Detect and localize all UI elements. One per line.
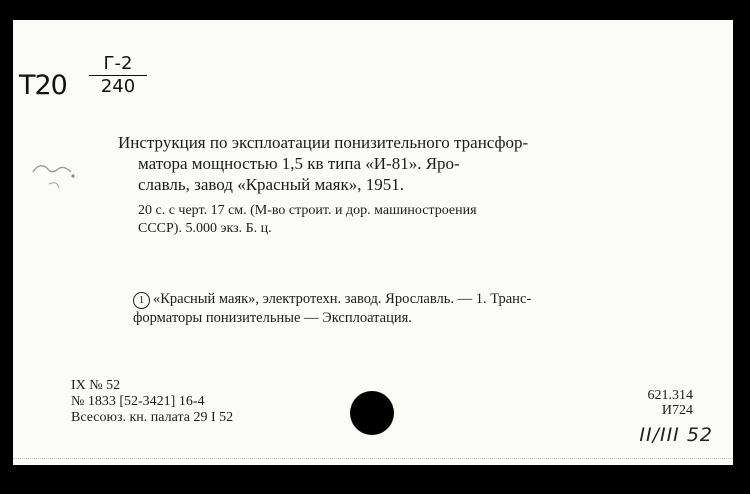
call-fraction-bottom: 240 <box>100 76 136 97</box>
bottom-edge-line <box>13 458 733 459</box>
collation <box>138 202 678 238</box>
bottom-left-line-1: IX № 52 <box>71 378 121 393</box>
description-line-2: матора мощностью 1,5 кв типа «И-81». Яро- <box>138 154 460 173</box>
tracing-marker: 1 <box>133 292 150 309</box>
classification <box>648 388 694 418</box>
handwritten-note: II/III 52 <box>639 424 713 446</box>
bottom-left-line-2: № 1833 [52-3421] 16-4 <box>71 394 205 409</box>
bottom-left-info <box>71 378 233 426</box>
collation-line-2: СССР). 5.000 экз. Б. ц. <box>138 221 272 236</box>
library-stamp-mark <box>29 152 81 196</box>
classification-author-mark: И724 <box>661 403 693 418</box>
description-line-1: Инструкция по эксплоатации понизительного трансфор- <box>118 133 529 152</box>
tracing-line-1: «Красный маяк», электротехн. завод. Ярославль. — 1. Транс- <box>153 291 532 307</box>
collation-line-1: 20 с. с черт. 17 см. (М-во строит. и дор. машиностроения <box>138 203 477 218</box>
classification-udc: 621.314 <box>647 388 693 403</box>
call-fraction <box>89 54 147 98</box>
call-fraction-top: Г-2 <box>89 54 147 76</box>
call-number: T20 <box>19 70 67 101</box>
description <box>118 132 678 195</box>
tracing <box>133 290 685 328</box>
catalog-card <box>13 20 733 465</box>
punch-hole <box>350 391 394 435</box>
tracing-line-2: форматоры понизительные — Эксплоатация. <box>133 310 412 326</box>
description-line-3: славль, завод «Красный маяк», 1951. <box>138 175 405 194</box>
bottom-left-line-3: Всесоюз. кн. палата 29 I 52 <box>71 410 234 425</box>
